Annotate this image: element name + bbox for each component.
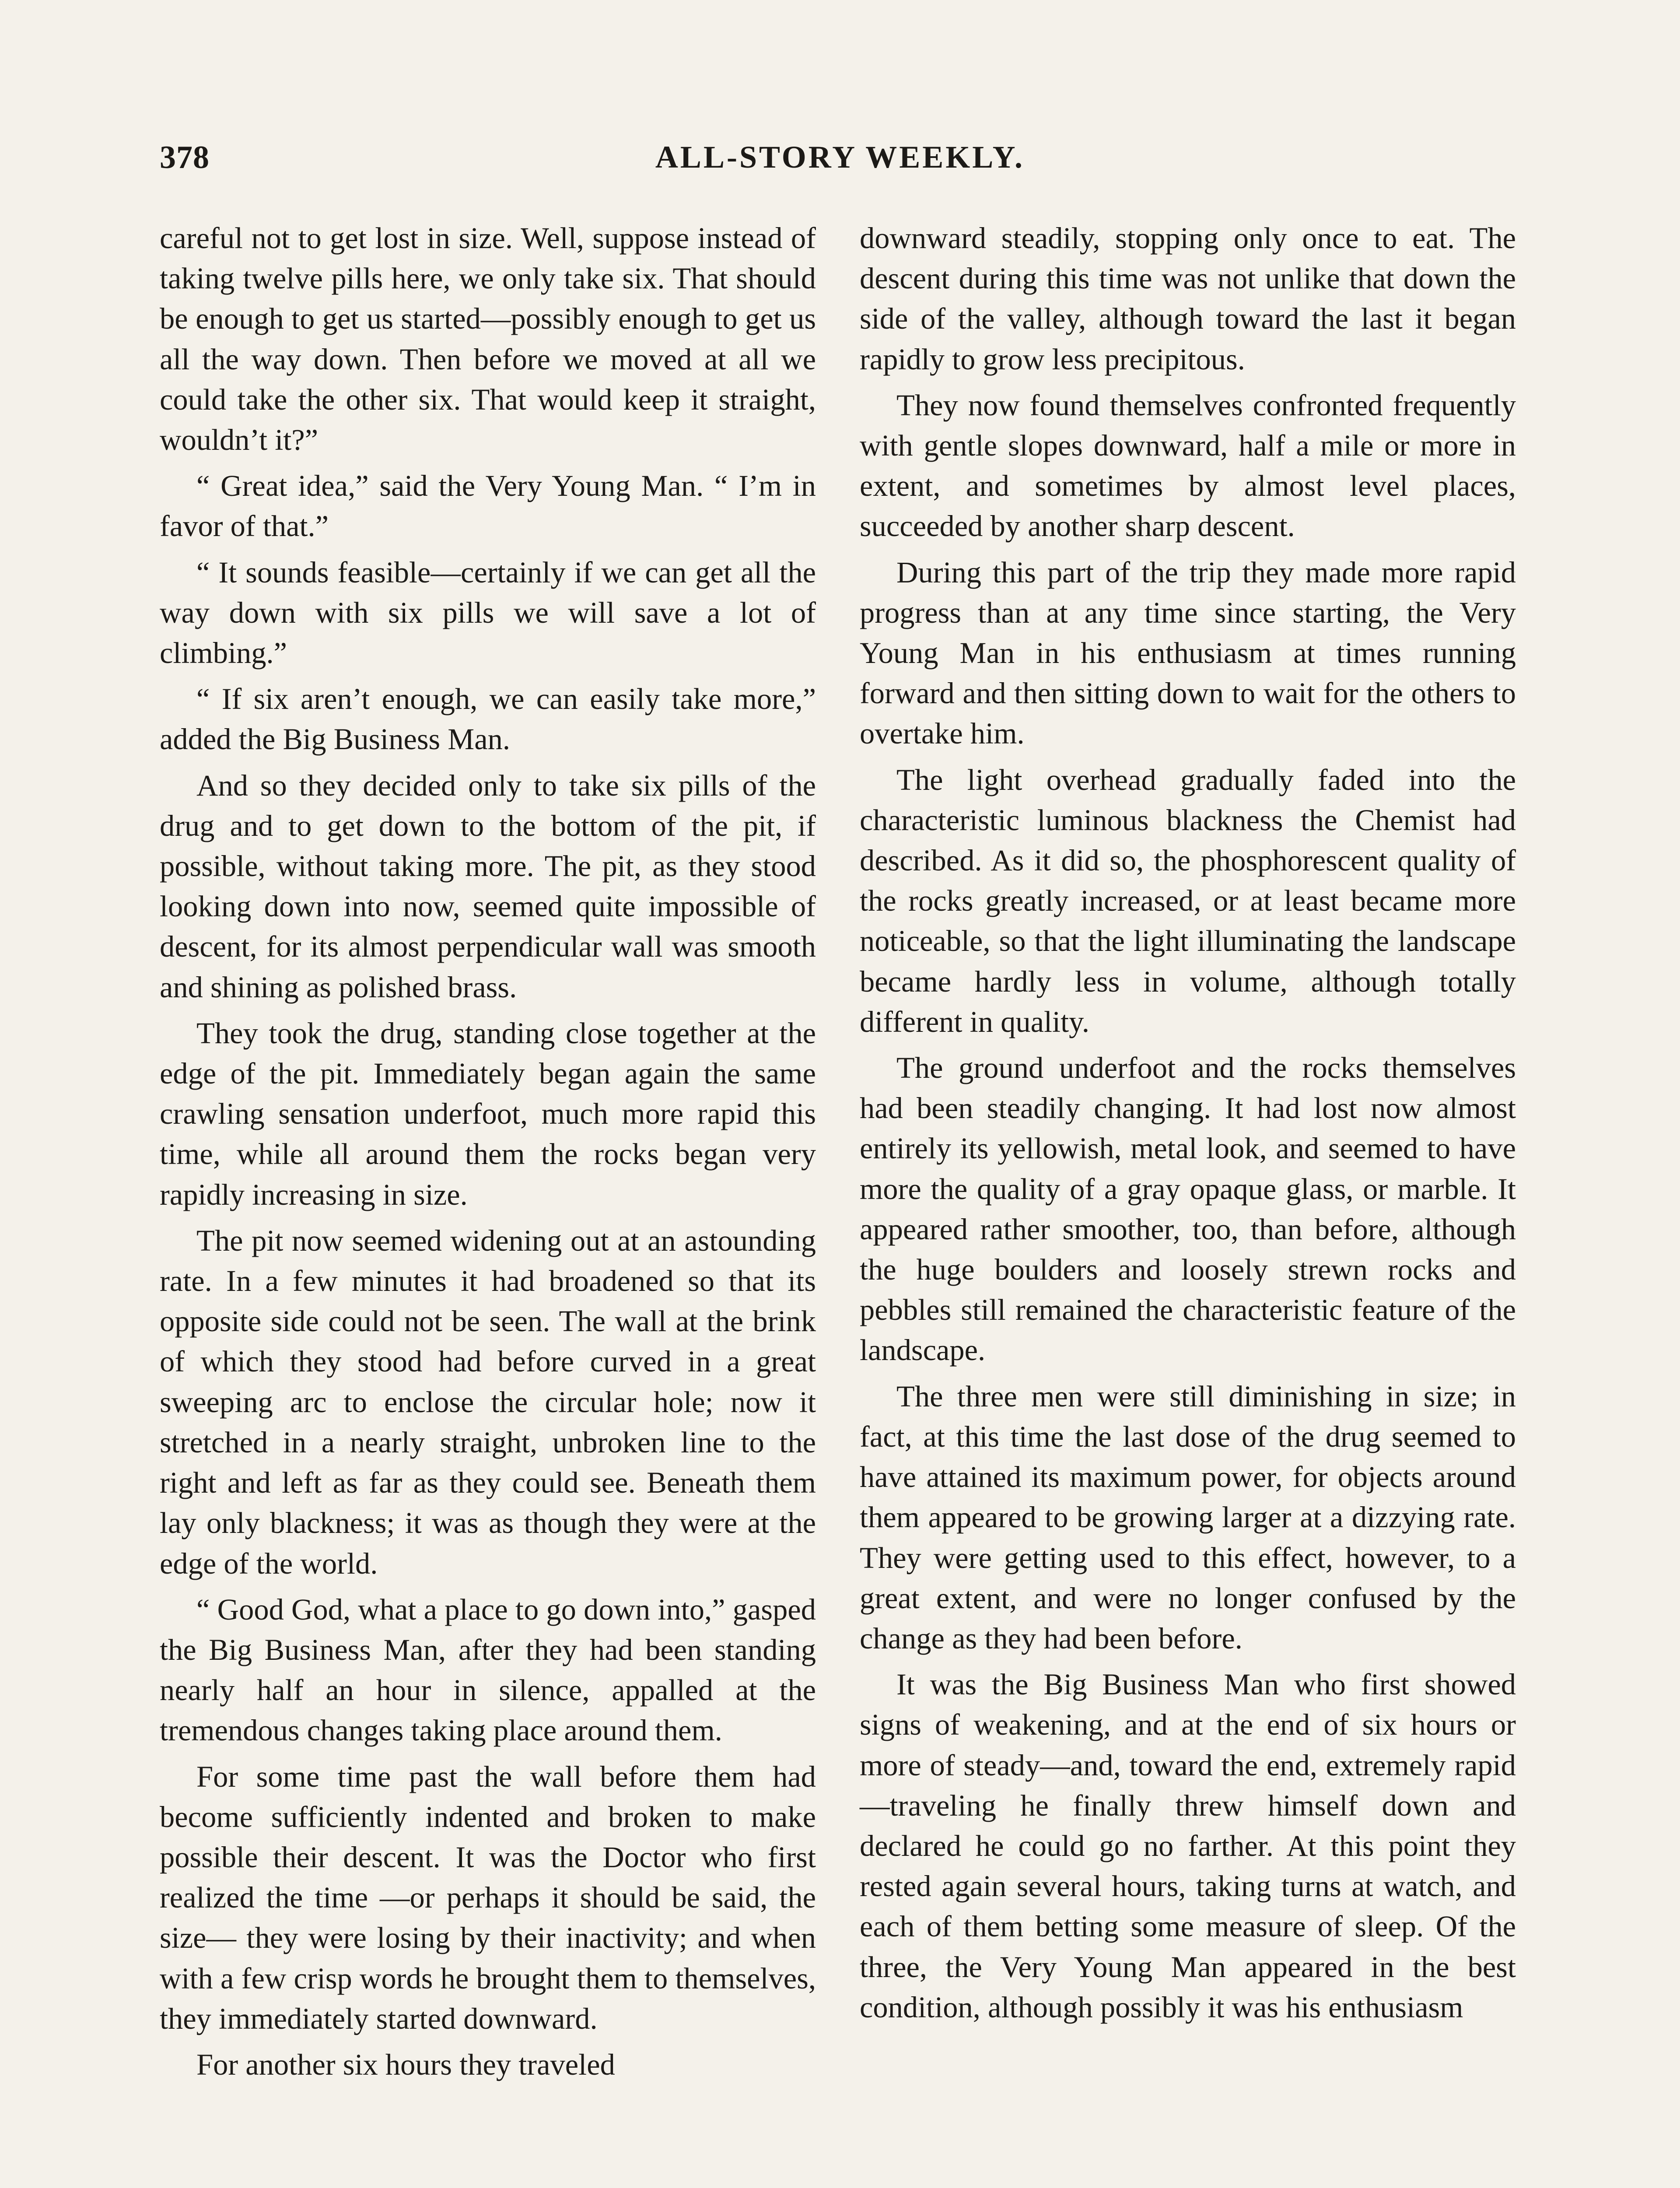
paragraph: They took the drug, standing close together at the edge of the pit. Immediately began again the same crawling sensation underfoot, much more rapid this time, while all around them the rocks began very rapidly increasing in size. [160, 1016, 816, 1211]
paragraph: The pit now seemed widening out at an astounding rate. In a few minutes it had broadened so that its opposite side could not be seen. The wall at the brink of which they stood had before curved in a great sweeping arc to enclose the circular hole; now it stretched in a nearly straight, unbroken line to the right and left as far as they could see. Beneath them lay only blackness; it was as though they were at the edge of the world. [160, 1224, 816, 1580]
paragraph: downward steadily, stopping only once to eat. The descent during this time was not unlike that down the side of the valley, although toward the last it began rapidly to grow less precipitous. [860, 221, 1516, 376]
paragraph: “ Great idea,” said the Very Young Man. “ I’m in favor of that.” [160, 469, 816, 543]
paragraph: During this part of the trip they made more rapid progress than at any time since starting, the Very Young Man in his enthusiasm at times running forward and then sitting down to wait for the others to overtake him. [860, 555, 1516, 750]
paragraph: The ground underfoot and the rocks themselves had been steadily changing. It had lost now almost entirely its yellowish, metal look, and seemed to have more the quality of a gray opaque glass, or marble. It appeared rather smoother, too, than before, although the huge boulders and loosely strewn rocks and pebbles still remained the characteristic feature of the landscape. [860, 1051, 1516, 1367]
page-number: 378 [160, 140, 210, 175]
running-title: ALL-STORY WEEKLY. [655, 140, 1025, 175]
page-header [160, 139, 1520, 187]
paragraph: “ If six aren’t enough, we can easily take more,” added the Big Business Man. [160, 682, 816, 756]
paragraph: It was the Big Business Man who first showed signs of weakening, and at the end of six hours or more of steady—and, toward the end, extremely rapid—traveling he finally threw himself down and declared he could go no farther. At this point they rested again several hours, taking turns at watch, and each of them betting some measure of sleep. Of the three, the Very Young Man appeared in the best condition, although possibly it was his enthusiasm [860, 1668, 1516, 2024]
paragraph: For some time past the wall before them had become sufficiently indented and broken to make possible their descent. It was the Doctor who first realized the time —or perhaps it should be said, the size— they were losing by their inactivity; and when with a few crisp words he brought them to themselves, they immediately started downward. [160, 1760, 816, 2035]
paragraph: The three men were still diminishing in size; in fact, at this time the last dose of the drug seemed to have attained its maximum power, for objects around them appeared to be growing larger at a dizzying rate. They were getting used to this effect, however, to a great extent, and were no longer confused by the change as they had been before. [860, 1379, 1516, 1655]
paragraph: “ It sounds feasible—certainly if we can get all the way down with six pills we will save a lot of climbing.” [160, 555, 816, 670]
paragraph: And so they decided only to take six pills of the drug and to get down to the bottom of the pit, if possible, without taking more. The pit, as they stood looking down into now, seemed quite impossible of descent, for its almost perpendicular wall was smooth and shining as polished brass. [160, 768, 816, 1004]
paragraph: They now found themselves confronted frequently with gentle slopes downward, half a mile or more in extent, and sometimes by almost level places, succeeded by another sharp descent. [860, 388, 1516, 543]
paragraph: careful not to get lost in size. Well, suppose instead of taking twelve pills here, we only take six. That should be enough to get us started—possibly enough to get us all the way down. Then before we moved at all we could take the other six. That would keep it straight, wouldn’t it?” [160, 221, 816, 457]
paragraph: The light overhead gradually faded into the characteristic luminous blackness the Chemist had described. As it did so, the phosphorescent quality of the rocks greatly increased, or at least became more noticeable, so that the light illuminating the landscape became hardly less in volume, although totally different in quality. [860, 763, 1516, 1038]
paragraph: For another six hours they traveled [196, 2048, 615, 2081]
right-column [860, 218, 1516, 2033]
paragraph: “ Good God, what a place to go down into,” gasped the Big Business Man, after they had been standing nearly half an hour in silence, appalled at the tremendous changes taking place around them. [160, 1592, 816, 1747]
left-column [160, 218, 816, 2090]
